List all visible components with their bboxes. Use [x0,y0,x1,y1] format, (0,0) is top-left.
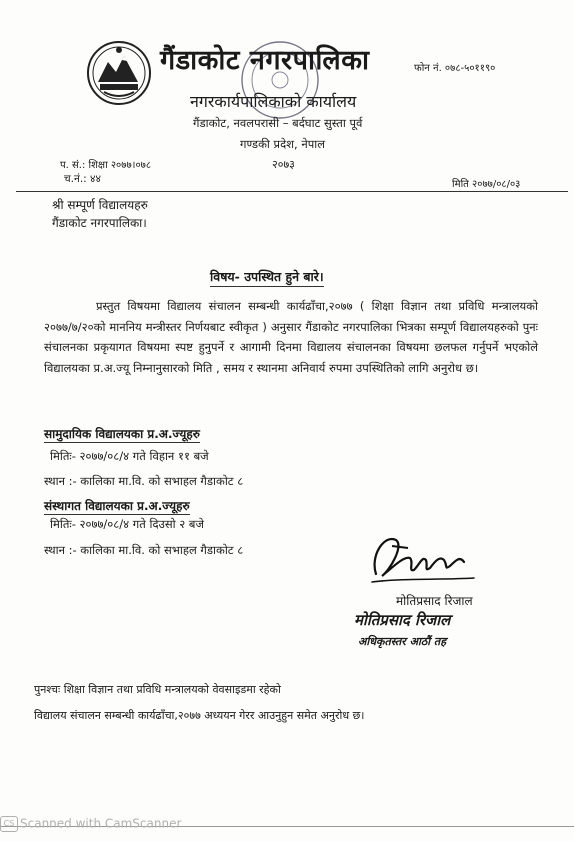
address-line-1: गैंडाकोट, नवलपरासी – बर्दघाट सुस्ता पूर्व [193,116,363,130]
phone-number: फोन नं. ०७८-५०११९० [414,63,496,74]
signer-name: मोतिप्रसाद रिजाल [396,594,473,608]
letter-date: मिति २०७७/०८/०३ [452,179,521,190]
stamp-name: मोतिप्रसाद रिजाल [354,611,451,629]
camscanner-icon: CS [0,816,18,832]
address-line-2: गण्डकी प्रदेश, नेपाल [240,137,326,151]
reference-number: प. सं.: शिक्षा २०७७।०७८ [60,160,152,171]
institutional-meeting-date: मितिः- २०७७/०८/४ गते दिउसो २ बजे [50,517,204,531]
community-meeting-date: मितिः- २०७७/०८/४ गते विहान ११ बजे [50,449,209,463]
stamp-post: अधिकृतस्तर आठौं तह [358,635,447,648]
municipality-title: गैंडाकोट नगरपालिका [160,45,370,76]
recipient-line-1: श्री सम्पूर्ण विद्यालयहरु [52,198,148,212]
office-name: नगरकार्यपालिकाको कार्यालय [190,92,357,111]
postscript-line-1: पुनश्चः शिक्षा विज्ञान तथा प्रविधि मन्त्रालयको वेवसाइडमा रहेको [34,683,281,696]
handwritten-signature-icon [364,526,480,592]
community-meeting-place: स्थान :- कालिका मा.वि. को सभाहल गैडाकोट ८ [44,474,244,488]
letter-subject: विषय- उपस्थित हुने बारे। [210,268,324,287]
dispatch-number: च.नं.: ४४ [64,173,101,185]
community-schools-heading: सामुदायिक विद्यालयका प्र.अ.ज्यूहरु [44,427,200,441]
institutional-schools-heading: संस्थागत विद्यालयका प्र.अ.ज्यूहरु [44,499,190,513]
nepal-emblem-logo-icon [86,40,152,106]
watermark-text: Scanned with CamScanner [20,816,182,831]
camscanner-watermark [0,816,181,832]
establishment-year: २०७३ [272,158,295,171]
postscript-line-2: विद्यालय संचालन सम्बन्धी कार्यढाँचा,२०७७ अध्ययन गेरर आउनुहुन समेत अनुरोध छ। [34,709,365,722]
recipient-line-2: गैंडाकोट नगरपालिका। [52,216,147,230]
institutional-meeting-place: स्थान :- कालिका मा.वि. को सभाहल गैडाकोट ८ [44,543,244,557]
header-divider [16,191,568,192]
letter-body: प्रस्तुत विषयमा विद्यालय संचालन सम्बन्धी कार्यढाँचा,२०७७ ( शिक्षा विज्ञान तथा प्रविधि मन्त्रालयको २०७७/७/२०को माननिय मन्त्रीस्तर निर्णयबाट स्वीकृत ) अनुसार गैंडाकोट नगरपालिका भित्रका सम्पूर्ण विद्यालयहरुको पुनः संचालनका प्रकृयागत विषयमा स्पष्ट हुनुपर्ने र आगामी दिनमा विद्यालय संचालनका विषयमा छलफल गर्नुपर्ने भएकोले विद्यालयका प्र.अ.ज्यू निम्नानुसारको मिति , समय र स्थानमा अनिवार्य रुपमा उपस्थितिको लागि अनुरोध छ। [44,299,538,375]
